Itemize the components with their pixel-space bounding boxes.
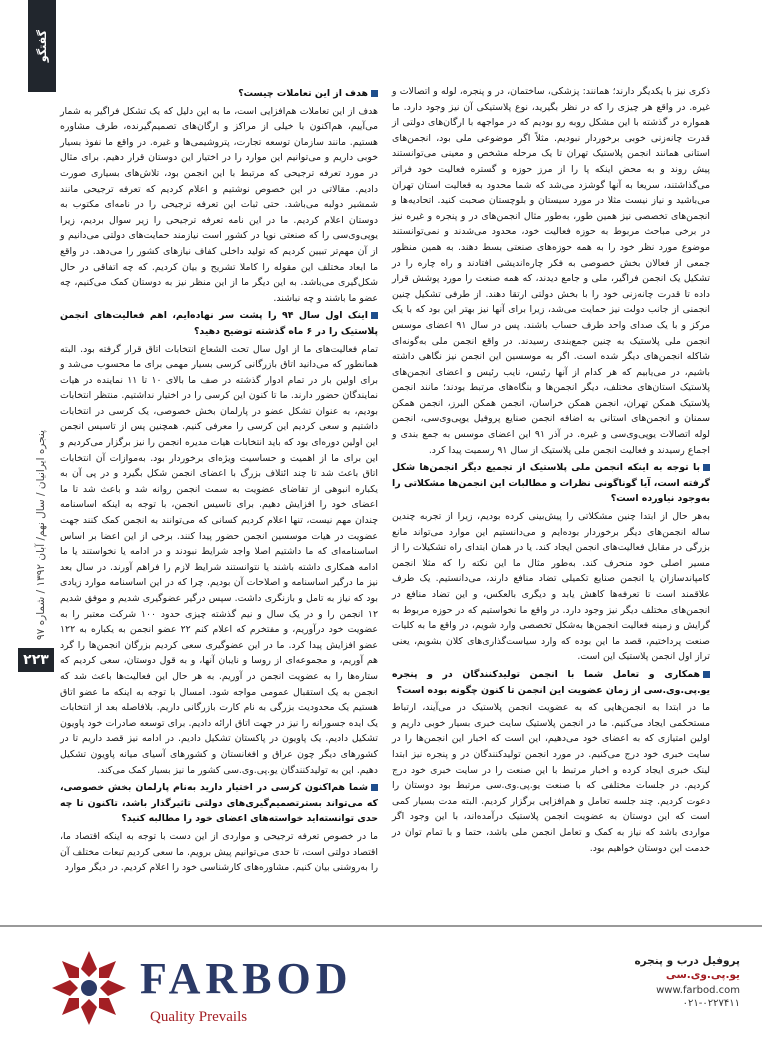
section-tab — [28, 0, 56, 92]
page-number: ۲۲۳ — [18, 648, 54, 672]
body-paragraph: تمام فعالیت‌های ما از اول سال تحت الشعاع انتخابات اتاق قرار گرفته بود. البته همانطور که می‌دانید اتاق بازرگانی کرسی بسیار مهمی برای ما محسوب می‌شد و برای اولین بار در تمام ادوار گذشته در صف ما بالای ۱۰ تا ۱۱ نماینده در هیات نمایندگان حضور دارند. ما تا کنون این کرسی را در اختیار نداشتیم. منتظر انتخابات بودیم، به عنوان تشکل عضو در پارلمان بخش خصوصی، یک کرسی در انتخابات داشتیم و سعی کردیم این کرسی را معرفی کنیم. همچنین پس از تاسیس انجمن این اولین دوره‌ای بود که باید انتخابات هیات مدیره انجمن را نیز برگزار می‌کردیم و این برای ما از اهمیت و حساسیت ویژه‌ای برخوردار بود. به‌موازات آن انتخابات اتاق باعث شد تا چند ائتلاف بزرگ با اعضای انجمن شکل بگیرد و در پی آن به یکباره انبوهی از تقاضای عضویت به سمت انجمن روانه شد و باعث شد تا ما اعضای خود را افزایش دهیم. برای تاسیس انجمن، با توجه به اینکه اساسنامه چندان مهم نیست، تنها اعلام کردیم کسانی که می‌توانند به انجمن کمک کنند جهت عضویت در هیات موسسین انجمن حضور پیدا کنند. برخی از این اعضا بر اساس اساسنامه‌ای که ما داشتیم اصلا واجد شرایط نبودند و در ادامه یا نخواستند یا ما ادامه همکاری داشته باشند یا نتوانستند شرایط لازم را فراهم آورند. در سال بعد نیز ما درگیر اساسنامه و اصلاحات آن بودیم. چرا که در این اساسنامه موارد زیادی بود که نیاز به تامل و بازنگری داشت. سپس درگیر عضوگیری شدیم و موفق شدیم ۱۲ انجمن را و در یک سال و نیم گذشته چیزی حدود ۱۰۰ شرکت معتبر را به عضویت خود درآوریم، و مفتخرم که اعلام کنم ۲۲ عضو انجمن به یکباره به ۱۲۲ عضو افزایش پیدا کرد. ما در این عضوگیری سعی کردیم بزرگان انجمن‌ها را گرد هم آوریم، و مجموعه‌ای از روسا و نایبان آنها، و به قول دوستان، سعی کردیم که ستاره‌ها را به عضویت انجمن در آوریم. به هر حال این فعالیت‌ها باعث شد که انجمن به یک استقبال عمومی مواجه شود. امسال با توجه به اینکه ما عضو اتاق هستیم یک محدودیت بزرگی به نام کارت بازرگانی داریم. بلافاصله بعد از انتخابات یک ایده جسورانه را نیز در جهت اتاق ارائه دادیم. برای توسعه صادرات خود پاویون تشکیل دادیم. یک پاویون در پاکستان تشکیل دادیم. در ادامه نیز قصد داریم تا در کشورهای دیگر چون عراق و افغانستان و کشورهای آسیای میانه پاویون تشکیل دهیم. این به تولیدکنندگان یو.پی.وی.سی کشور ما نیز بسیار کمک می‌کند. — [60, 343, 379, 776]
question-bullet-icon — [371, 784, 378, 791]
question-bullet-icon — [371, 312, 378, 319]
interview-question — [392, 667, 710, 698]
body-paragraph: به‌هر حال از ابتدا چنین مشکلاتی را پیش‌بینی کرده بودیم، زیرا از تجربه چندین ساله انجمن‌های دیگر برخوردار بوده‌ایم و می‌دانستیم این موارد می‌تواند مانع بزرگی در مقابل فعالیت‌های انجمن ایجاد کند. یا در همان ابتدای راه تشکیلات را از مسیر اصلی خود منحرف کند. به‌طور مثال ما این نکته را که مثلا انجمن کامپاندسازان یا انجمن صنایع تکمیلی تضاد منافع دارند، می‌دانستیم. یک طرف علاقمند است تا تعرفه‌ها کاهش یابد و دیگری بالعکس، و این تضاد منافع در انجمن‌های مختلف دیگر نیز وجود دارد. در واقع ما نخواستیم که در حوزه مربوط به گرایش و زمینه فعالیت انجمن‌ها به‌شکل تخصصی وارد شویم، در واقع ما به کلیات صنعت پرداختیم، قصد ما این بوده که وارد سیاست‌گذاری‌های کلان بشویم، یعنی تراز اول انجمن پلاستیک این است. — [392, 511, 710, 663]
interview-question — [60, 86, 378, 102]
body-paragraph: هدف از این تعاملات هم‌افزایی است، ما به این دلیل که یک تشکل فراگیر به شمار می‌آییم، هم‌اکنون با خیلی از مراکز و ارگان‌های تصمیم‌گیرنده، طرف مشاوره هستیم. مانند سازمان توسعه تجارت، پتروشیمی‌ها و غیره. در واقع ما نفوذ بسیار خوبی داریم و می‌توانیم این موارد را در اختیار این دوستان قرار دهیم. برای مثال در مورد تعرفه ترجیحی که مرتبط با این انجمن بود، تلاش‌های بسیاری صورت دادیم. مقالاتی در این خصوص نوشتیم و اعلام کردیم که تعرفه ترجیحی مانند شمشیر دولبه می‌باشد. حتی ثبات این تعرفه ترجیحی را در نامه‌ای مکتوب به دوستان اعلام کردیم. ما در این نامه تعرفه ترجیحی را زیر سوال بردیم، زیرا یوپی‌وی‌سی را که صنعتی نوپا در کشور است نیازمند حمایت‌های دولتی می‌دانیم و از آن مهم‌تر تبیین کردیم که تولید داخلی کفاف نیازهای کشور را می‌دهد. در واقع ما ابعاد مختلف این مقوله را کاملا تشریح و بیان کردیم. که چه اتفاقی در حال شکل‌گیری می‌باشد. به این دیگر ما از این منظر نیز به دوستان کمک می‌کنیم، چه عضو ما باشند و چه نباشند. — [60, 105, 378, 304]
article-column-left — [60, 84, 378, 878]
question-text: همکاری و تعامل شما با انجمن تولیدکنندگان در و پنجره یو.پی.وی.سی از زمان عضویت این انجمن تا کنون چگونه بوده است؟ — [392, 668, 710, 696]
interview-question — [392, 460, 710, 507]
body-paragraph: ما در ابتدا به انجمن‌هایی که به عضویت انجمن پلاستیک در می‌آیند، ارتباط مستحکمی ایجاد می‌کنیم. ما در انجمن پلاستیک سایت خبری بسیار خوبی داریم و اولین امتیازی که به اعضای خود می‌دهیم، این است که اخبار این انجمن‌ها را در سایت خبری خود درج می‌کنیم. در مورد انجمن تولیدکنندگان در و پنجره نیز ابتدا لینک خبری ایجاد کرده و اخبار مرتبط با این صنعت را در سایت خبری خود درج کردیم. در جلسات مختلفی که با صنعت یو.پی.وی.سی مرتبط بود دوستان را دعوت کردیم. چند جلسه تعامل و هم‌افزایی برگزار کردیم. البته مدت بسیار کمی است که این دوستان به عضویت انجمن پلاستیک درآمده‌اند، با این وجود اگر مواردی باشد که نیاز به کمک و تعامل انجمن ملی باشد، حتما و با تمام توان در خدمت این دوستان خواهیم بود. — [392, 702, 710, 854]
ad-subtitle: یو.پی.وی.سی — [665, 969, 740, 981]
ad-info — [560, 955, 740, 1009]
question-bullet-icon — [703, 464, 710, 471]
ad-phone: ۰۲۱-۰۲۲۷۴۱۱ — [682, 998, 740, 1009]
brand-name: FARBOD — [140, 954, 353, 1003]
issue-meta — [30, 430, 52, 640]
question-bullet-icon — [371, 90, 378, 97]
interview-question — [60, 780, 378, 827]
body-paragraph: ذکری نیز با یکدیگر دارند؛ همانند: پزشکی، ساختمان، در و پنجره، لوله و اتصالات و غیره. در واقع هر چیزی را که در نظر بگیرید، نوع پلاستیکی آن نیز وجود دارد. ما همواره در گذشته با این مشکل روبه رو بودیم که در مواجهه با ارگان‌های دولتی از قدرت چانه‌زنی خوبی برخوردار نبودیم. مثلاً اگر موضوعی ملی بود، انجمن‌های استانی همانند انجمن پلاستیک تهران تا یک مرحله مشخص و معینی می‌توانستند پیش روند و به محض اینکه پا را از مرز حوزه و گستره فعالیت خود فراتر می‌گذاشتند، سریعا به آنها گوشزد می‌شد که شما محدود به فعالیت استان تهران می‌باشید و نیاز نیست مثلا در مورد سیستان و بلوچستان صحبت کنید. اتحادیه‌ها و انجمن‌های تخصصی نیز همین طور، به‌طور مثال انجمن‌های در و پنجره و غیره نیز در برخی مباحث مربوط به حوزه فعالیت خود، محدود می‌شدند و نمی‌توانستند موضوع مورد نظر خود را به همه حوزه‌های صنعتی بسط دهند. به همین منظور جمعی از فعالان بخش خصوصی به فکر چاره‌اندیشی افتادند و راه چاره را در تشکیل یک انجمن فراگیر، ملی و جامع دیدند، که همه صنعت را مورد پوشش قرار داده تا قدرت چانه‌زنی خود را با بخش دولتی ارتقا دهند. از طرفی تشکیل چنین انجمنی از جانب دولت نیز حمایت می‌شد، زیرا برای آنها نیز بهتر این بود که با یک مرکز و با یک صدای واحد طرف حساب باشند. پس در سال ۹۱ اعضای موسس انجمن ملی پلاستیک به چنین جمع‌بندی رسیدند. در واقع انجمن ملی به‌گونه‌ای شاکله انجمن‌های دیگر شده است. اگر به موسسین این انجمن نیز نگاهی داشته باشیم، در می‌یابیم که هر کدام از آنها رئیس، نایب رئیس و اعضای انجمن‌های پلاستیک استان‌های مختلف، دیگر انجمن‌ها و بنگاه‌های مرتبط بودند؛ مانند انجمن پلاستیک همکن تهران، انجمن همکن خراسان، انجمن همکن البرز، انجمن همکن سمنان و انجمن‌های استانی به اضافه انجمن صنایع پروفیل یوپی‌وی‌سی، انجمن لوله اتصالات یوپی‌وی‌سی و غیره. در آذر ۹۱ این اعضای موسس به جمع بندی و اجماع رسیدند و فعالیت انجمن ملی پلاستیک از سال ۹۱ رسمیت پیدا کرد. — [392, 86, 710, 456]
body-paragraph: ما در خصوص تعرفه ترجیحی و مواردی از این دست با توجه به اینکه اقتصاد ما، اقتصاد دولتی است، تا حدی می‌توانیم پیش برویم. ما سعی کردیم تبعات مختلف آن را به‌روشنی بیان کنیم. مشاوره‌های کارشناسی خود را اعلام کردیم. در دیگر موارد — [60, 830, 378, 874]
question-text: با توجه به اینکه انجمن ملی پلاستیک از تجمیع دیگر انجمن‌ها شکل گرفته است، آیا گوناگونی نظرات و مطالبات این انجمن‌ها مشکلاتی را به‌وجود نیاورده است؟ — [392, 462, 710, 505]
ad-url[interactable]: www.farbod.com — [656, 985, 740, 996]
question-text: شما هم‌اکنون کرسی در اختیار دارید به‌نام پارلمان بخش خصوصی، که می‌تواند بسترتصمیم‌گیری‌های دولتی تاثیرگذار باشد، تاکنون تا چه حدی توانسته‌اید خواسته‌های اعضای خود را مطالبه کنید؟ — [60, 782, 378, 825]
question-text: هدف از این تعاملات چیست؟ — [238, 88, 368, 99]
brand-tagline: Quality Prevails — [150, 1009, 248, 1025]
question-bullet-icon — [703, 671, 710, 678]
issue-meta-text: پنجره ایرانیان / سال نهم/ آبان ۱۳۹۲ / شماره ۹۷ — [35, 430, 47, 640]
ad-title: پروفیل درب و پنجره — [634, 955, 740, 967]
footer-divider — [0, 925, 762, 927]
section-tab-label: گفتگو — [35, 29, 49, 63]
question-text: اینک اول سال ۹۴ را پشت سر نهاده‌ایم، اهم فعالیت‌های انجمن پلاستیک را در ۶ ماه گذشته توضیح دهید؟ — [60, 310, 378, 337]
interview-question — [60, 308, 378, 339]
article-column-right — [392, 84, 710, 858]
page-sidebar — [0, 0, 56, 1045]
farbod-logo-icon — [48, 947, 130, 1029]
footer-advert — [0, 925, 762, 1045]
